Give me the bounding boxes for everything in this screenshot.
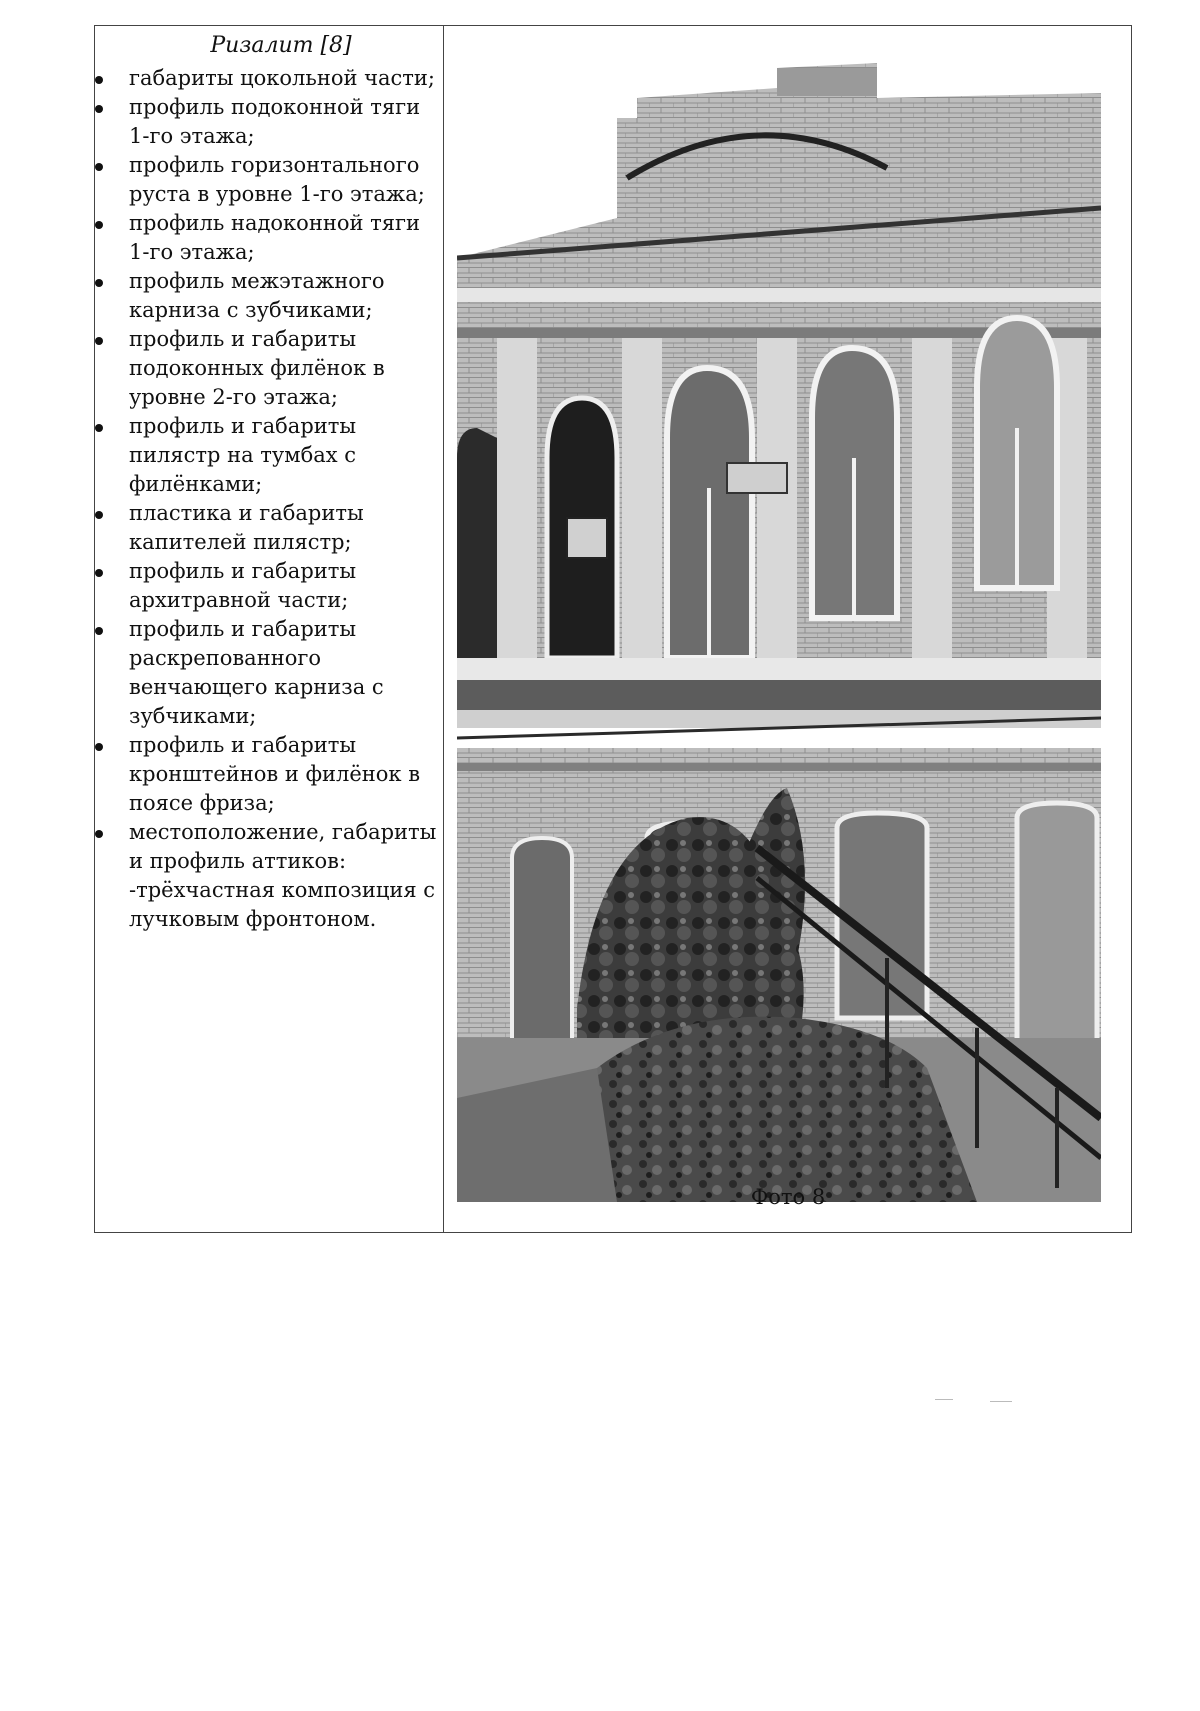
building-facade-photo	[457, 58, 1101, 1202]
feature-cell	[95, 26, 443, 1232]
bullet-icon	[95, 830, 103, 838]
column-divider	[443, 26, 444, 1232]
bullet-icon	[95, 221, 103, 229]
bullet-icon	[95, 76, 103, 84]
list-item: профиль и габариты кронштейнов и филёнок в поясе фриза;	[95, 731, 437, 818]
list-item: профиль подоконной тяги 1-го этажа;	[95, 93, 437, 151]
list-item: профиль межэтажного карниза с зубчиками;	[95, 267, 437, 325]
feature-list	[95, 64, 437, 934]
list-item: профиль горизонтального руста в уровне 1-го этажа;	[95, 151, 437, 209]
list-item: профиль и габариты архитравной части;	[95, 557, 437, 615]
list-item: местоположение, габариты и профиль аттиков: -трёхчастная композиция с лучковым фронтоном.	[95, 818, 437, 934]
bullet-icon	[95, 163, 103, 171]
scan-artifact	[935, 1399, 953, 1400]
bullet-icon	[95, 337, 103, 345]
bullet-icon	[95, 105, 103, 113]
bullet-icon	[95, 424, 103, 432]
list-item: пластика и габариты капителей пилястр;	[95, 499, 437, 557]
list-item: габариты цокольной части;	[95, 64, 437, 93]
bullet-icon	[95, 569, 103, 577]
facade-photo-illustration	[457, 58, 1101, 1202]
list-item: профиль и габариты пилястр на тумбах с филёнками;	[95, 412, 437, 499]
photo-cell	[445, 26, 1131, 1232]
list-item: профиль надоконной тяги 1-го этажа;	[95, 209, 437, 267]
bullet-icon	[95, 743, 103, 751]
scan-artifact	[990, 1401, 1012, 1402]
bullet-icon	[95, 511, 103, 519]
feature-table	[94, 25, 1132, 1233]
list-item: профиль и габариты раскрепованного венчающего карниза с зубчиками;	[95, 615, 437, 731]
cell-title: Ризалит [8]	[210, 33, 352, 58]
photo-caption: Фото 8	[750, 1185, 826, 1209]
bullet-icon	[95, 279, 103, 287]
bullet-icon	[95, 627, 103, 635]
list-item: профиль и габариты подоконных филёнок в уровне 2-го этажа;	[95, 325, 437, 412]
